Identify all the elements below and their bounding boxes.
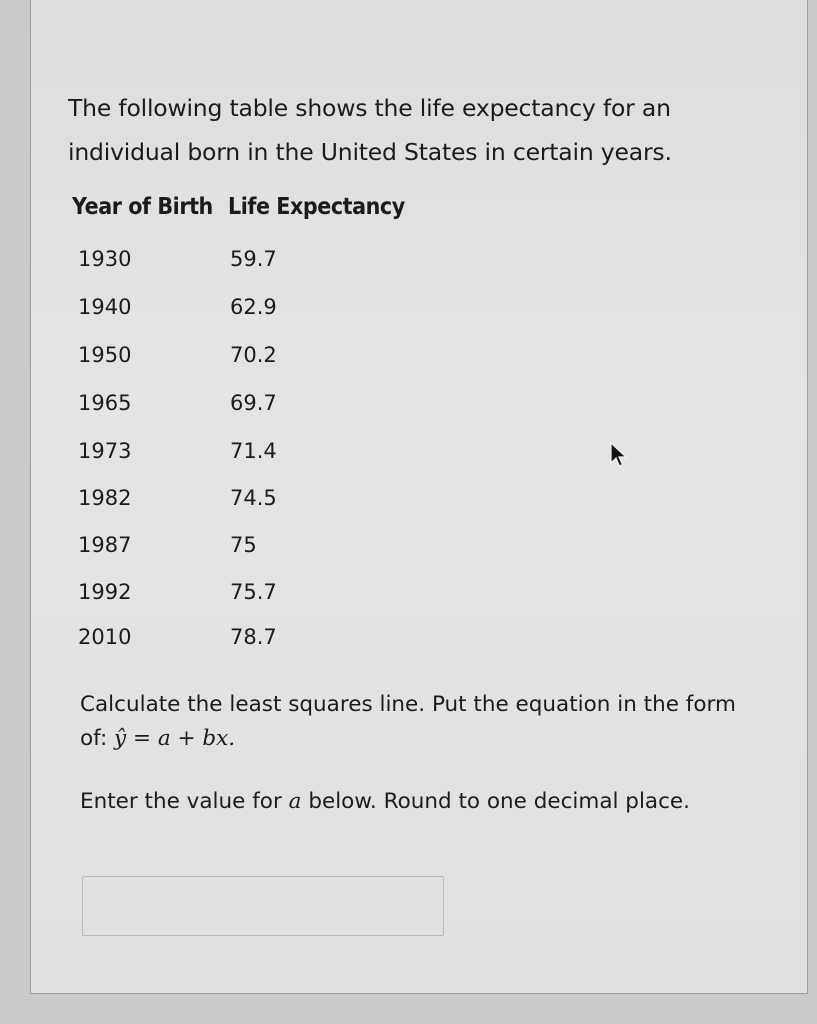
table-row [0,533,817,573]
mouse-pointer-icon [608,442,628,468]
instruction-after: below. Round to one decimal place. [308,789,690,814]
life-cell: 70.2 [230,343,277,367]
life-cell: 75 [230,533,257,557]
table-row [0,580,817,620]
instruction-before: Enter the value for [80,789,282,814]
instruction-text [80,786,780,818]
life-cell: 69.7 [230,391,277,415]
table-row [0,247,817,287]
life-cell: 74.5 [230,486,277,510]
variable-a: a [288,789,302,814]
table-row [0,625,817,665]
year-cell: 1992 [78,580,132,604]
column-header-life-expectancy: Life Expectancy [228,194,405,220]
year-cell: 1987 [78,533,132,557]
life-cell: 59.7 [230,247,277,271]
year-cell: 1973 [78,439,132,463]
year-cell: 1930 [78,247,132,271]
life-cell: 75.7 [230,580,277,604]
answer-input[interactable] [82,876,444,936]
table-row [0,486,817,526]
question-prompt: Calculate the least squares line. Put the equation in the form of: [80,692,736,751]
formula-text: ŷ = a + bx. [114,726,236,751]
life-cell: 71.4 [230,439,277,463]
question-text [80,688,740,756]
year-cell: 1965 [78,391,132,415]
life-cell: 62.9 [230,295,277,319]
table-row [0,391,817,431]
year-cell: 1950 [78,343,132,367]
year-cell: 1982 [78,486,132,510]
table-row [0,295,817,335]
year-cell: 1940 [78,295,132,319]
year-cell: 2010 [78,625,132,649]
table-row [0,439,817,479]
intro-text: The following table shows the life expectancy for an individual born in the United States in certain years. [68,94,672,166]
life-cell: 78.7 [230,625,277,649]
column-header-year: Year of Birth [72,194,213,220]
table-row [0,343,817,383]
